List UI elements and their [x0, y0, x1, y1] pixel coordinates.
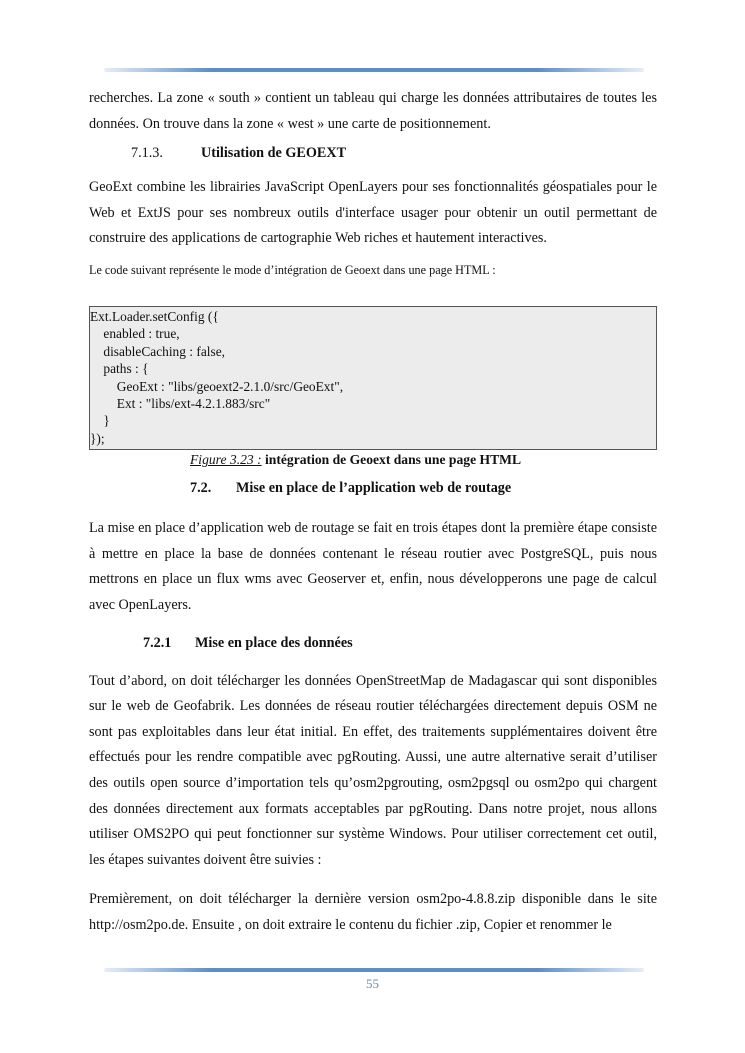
code-block: [89, 306, 657, 450]
section-number: 7.2.1: [143, 634, 172, 651]
section-title: Mise en place des données: [195, 634, 353, 651]
geoext-paragraph: GeoExt combine les librairies JavaScript OpenLayers pour ses fonctionnalités géospatiales pour le Web et ExtJS pour ses nombreux outils d'interface usager pour obtenir un outil permettant de construire des applications de cartographie Web riches et hautement interactives.: [89, 179, 657, 247]
section-number: 7.1.3.: [131, 145, 163, 162]
code-line: disableCaching : false,: [90, 343, 225, 359]
figure-title: intégration de Geoext dans une page HTML: [265, 452, 522, 468]
code-line: Ext : "libs/ext-4.2.1.883/src": [90, 396, 271, 411]
first-step-paragraph: Premièrement, on doit télécharger la dernière version osm2po-4.8.8.zip disponible dans le site http://osm2po.de. Ensuite , on doit extraire le contenu du fichier .zip, Copier et renommer le: [89, 891, 657, 933]
code-line: Ext.Loader.setConfig ({: [90, 308, 219, 324]
page-content: [89, 86, 657, 939]
section-heading-7-2-1: [143, 633, 657, 653]
header-rule: [104, 68, 644, 72]
figure-label: Figure 3.23 :: [190, 452, 262, 468]
data-setup-paragraph: Tout d’abord, on doit télécharger les données OpenStreetMap de Madagascar qui sont disponibles sur le web de Geofabrik. Les données de réseau routier téléchargées directement depuis OSM ne sont pas exploitables dans leur état initial. En effet, des traitements supplémentaires doivent être effectués pour les rendre compatible avec pgRouting. Aussi, une autre alternative serait d’utiliser des outils open source d’importation tels qu’osm2pgrouting, osm2pgsql ou osm2po qui chargent des données directement aux formats acceptables par pgRouting. Dans notre projet, nous allons utiliser OMS2PO qui peut fonctionner sur système Windows. Pour utiliser correctement cet outil, les étapes suivantes doivent être suivies :: [89, 672, 657, 868]
page-number: 55: [366, 976, 379, 991]
intro-paragraph: recherches. La zone « south » contient un tableau qui charge les données attributaires de toutes les données. On trouve dans la zone « west » une carte de positionnement.: [89, 90, 657, 132]
figure-caption: [190, 450, 657, 470]
code-line: paths : {: [90, 361, 149, 377]
section-heading-7-1-3: [89, 141, 657, 165]
code-line: enabled : true,: [90, 326, 180, 342]
section-heading-7-2: [190, 478, 657, 498]
code-line: }: [90, 413, 110, 429]
code-line: GeoExt : "libs/geoext2-2.1.0/src/GeoExt",: [90, 378, 344, 394]
footer-rule: [104, 968, 644, 972]
routing-paragraph: La mise en place d’application web de routage se fait en trois étapes dont la première étape consiste à mettre en place la base de données contenant le réseau routier avec PostgreSQL, puis nous mettrons en place un flux wms avec Geoserver et, enfin, nous développerons une page de calcul avec OpenLayers.: [89, 520, 657, 613]
code-line: });: [90, 430, 105, 446]
section-title: Mise en place de l’application web de routage: [236, 480, 512, 497]
section-number: 7.2.: [190, 480, 212, 497]
section-title: Utilisation de GEOEXT: [201, 145, 347, 162]
code-intro-note: Le code suivant représente le mode d’intégration de Geoext dans une page HTML :: [89, 262, 496, 277]
